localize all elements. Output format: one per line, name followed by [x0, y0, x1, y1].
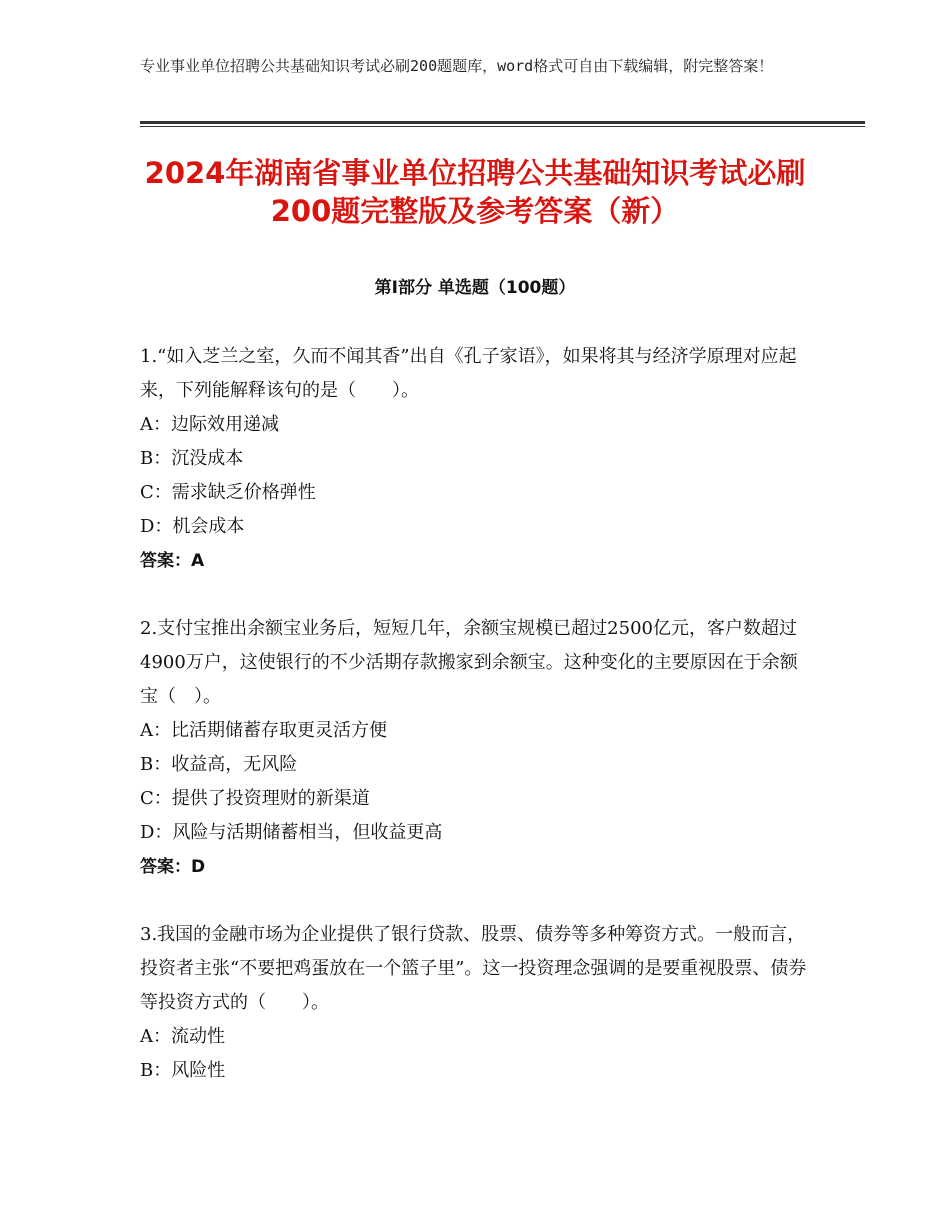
question-1 — [140, 340, 812, 578]
option-c: C：需求缺乏价格弹性 — [140, 482, 316, 503]
question-3 — [140, 918, 812, 1088]
question-2 — [140, 612, 812, 884]
option-b: B：收益高，无风险 — [140, 754, 298, 775]
option-b: B：风险性 — [140, 1060, 226, 1081]
header-divider-thick — [140, 121, 865, 124]
option-a: A：边际效用递减 — [140, 414, 279, 435]
header-note: 专业事业单位招聘公共基础知识考试必刷200题题库，word格式可自由下载编辑，附完整答案！ — [140, 57, 774, 75]
question-stem: 1.“如入芝兰之室，久而不闻其香”出自《孔子家语》，如果将其与经济学原理对应起来，下列能解释该句的是（ ）。 — [140, 346, 797, 401]
option-a: A：比活期储蓄存取更灵活方便 — [140, 720, 387, 741]
question-stem: 2.支付宝推出余额宝业务后，短短几年，余额宝规模已超过2500亿元，客户数超过4900万户，这使银行的不少活期存款搬家到余额宝。这种变化的主要原因在于余额宝（ ）。 — [140, 618, 798, 707]
document-title: 2024年湖南省事业单位招聘公共基础知识考试必刷200题完整版及参考答案（新） — [144, 156, 806, 228]
section-heading: 第Ⅰ部分 单选题（100题） — [374, 278, 576, 298]
option-b: B：沉没成本 — [140, 448, 244, 469]
header-divider-thin — [140, 126, 865, 127]
answer-line: 答案：D — [140, 857, 206, 877]
option-a: A：流动性 — [140, 1026, 225, 1047]
question-stem: 3.我国的金融市场为企业提供了银行贷款、股票、债券等多种筹资方式。一般而言，投资者主张“不要把鸡蛋放在一个篮子里”。这一投资理念强调的是要重视股票、债券等投资方式的（ ）。 — [140, 924, 807, 1013]
question-list — [140, 340, 812, 1122]
option-d: D：机会成本 — [140, 516, 245, 537]
option-c: C：提供了投资理财的新渠道 — [140, 788, 370, 809]
option-d: D：风险与活期储蓄相当，但收益更高 — [140, 822, 443, 843]
answer-line: 答案：A — [140, 551, 205, 571]
